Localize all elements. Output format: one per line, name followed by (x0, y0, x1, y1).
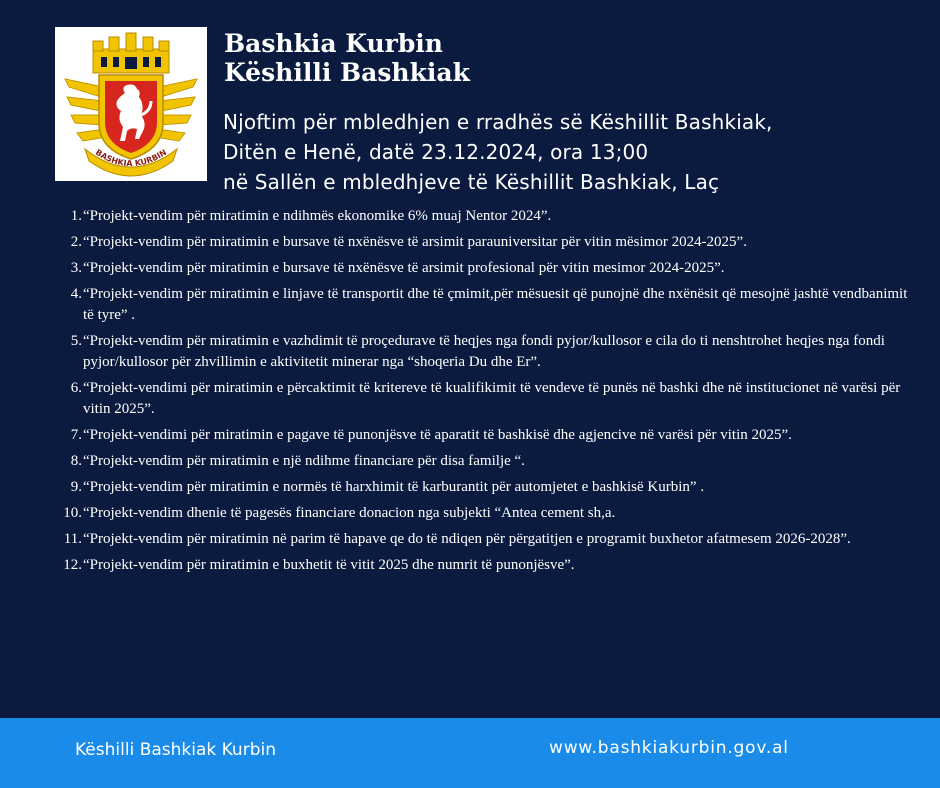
agenda-item-number: 6. (70, 380, 82, 396)
agenda-item-number: 8. (70, 453, 82, 469)
municipality-title: Bashkia Kurbin (224, 29, 443, 58)
agenda-item-number: 7. (70, 427, 82, 443)
notice-line-3: në Sallën e mbledhjeve të Këshillit Bashkiak, Laç (223, 170, 720, 194)
agenda-item (58, 529, 918, 550)
agenda-item-number: 1. (70, 208, 82, 224)
agenda-item-text: “Projekt-vendim për miratimin e normës të harxhimit të karburantit për automjetet e bashkisë Kurbin” . (83, 479, 705, 495)
agenda-item-text: “Projekt-vendimi për miratimin e pagave të punonjësve të aparatit të bashkisë dhe agjencive në varësi për vitin 2025”. (83, 427, 792, 443)
agenda-item-number: 10. (63, 505, 82, 521)
agenda-item-text: “Projekt-vendim për miratimin e bursave të nxënësve të arsimit profesional për vitin mesimor 2024-2025”. (83, 260, 725, 276)
agenda-item (58, 206, 918, 227)
notice-line-1: Njoftim për mbledhjen e rradhës së Këshillit Bashkiak, (223, 110, 773, 134)
agenda-item (58, 258, 918, 279)
agenda-item (58, 555, 918, 576)
agenda-item-text: “Projekt-vendim për miratimin e buxhetit të vitit 2025 dhe numrit të punonjësve”. (83, 557, 575, 573)
agenda-item-number: 9. (70, 479, 82, 495)
agenda-item-number: 3. (70, 260, 82, 276)
agenda-item-text: “Projekt-vendim dhenie të pagesës financiare donacion nga subjekti “Antea cement sh,a. (83, 505, 616, 521)
agenda-item-number: 4. (70, 286, 82, 302)
notice-line-2: Ditën e Henë, datë 23.12.2024, ora 13;00 (223, 140, 649, 164)
agenda-item (58, 232, 918, 253)
agenda-item (58, 378, 918, 420)
footer-website-link[interactable]: www.bashkiakurbin.gov.al (549, 738, 789, 758)
agenda-item-text: “Projekt-vendim për miratimin e një ndihme financiare për disa familje “. (83, 453, 525, 469)
agenda-item-text: “Projekt-vendim për miratimin në parim të hapave qe do të ndiqen për përgatitjen e programit buxhetor afatmesem 2026-2028”. (83, 531, 851, 547)
footer-council-name: Këshilli Bashkiak Kurbin (75, 740, 276, 760)
agenda-item-number: 11. (63, 531, 82, 547)
agenda-item-number: 12. (63, 557, 82, 573)
agenda-item (58, 331, 918, 373)
agenda-item (58, 503, 918, 524)
agenda-item (58, 284, 918, 326)
agenda-list (58, 206, 918, 581)
agenda-item-text: “Projekt-vendimi për miratimin e përcaktimit të kritereve të kualifikimit të vendeve të punës në bashki dhe në institucionet në varësi për vitin 2025”. (83, 380, 901, 417)
agenda-item-text: “Projekt-vendim për miratimin e vazhdimit të proçedurave të heqjes nga fondi pyjor/kullosor e cila do ti nenshtrohet heqjes nga fondi pyjor/kullosor për zhvillimin e aktivitetit minerar nga “shoqeria Du dhe Er”. (83, 333, 885, 370)
agenda-item-text: “Projekt-vendim për miratimin e ndihmës ekonomike 6% muaj Nentor 2024”. (83, 208, 552, 224)
footer-bar (0, 718, 940, 788)
agenda-item (58, 425, 918, 446)
agenda-item-number: 2. (70, 234, 82, 250)
municipality-logo (55, 27, 207, 181)
agenda-item-text: “Projekt-vendim për miratimin e bursave të nxënësve të arsimit parauniversitar për vitin mësimor 2024-2025”. (83, 234, 747, 250)
logo-ribbon-text: BASHKIA KURBIN (93, 147, 169, 169)
coat-of-arms-icon (55, 27, 207, 181)
agenda-item-text: “Projekt-vendim për miratimin e linjave të transportit dhe të çmimit,për mësuesit që punojnë dhe nxënësit që mesojnë jashtë vendbanimit të tyre” . (83, 286, 908, 323)
agenda-item (58, 477, 918, 498)
agenda-item-number: 5. (70, 333, 82, 349)
agenda-item (58, 451, 918, 472)
council-title: Këshilli Bashkiak (224, 58, 470, 87)
